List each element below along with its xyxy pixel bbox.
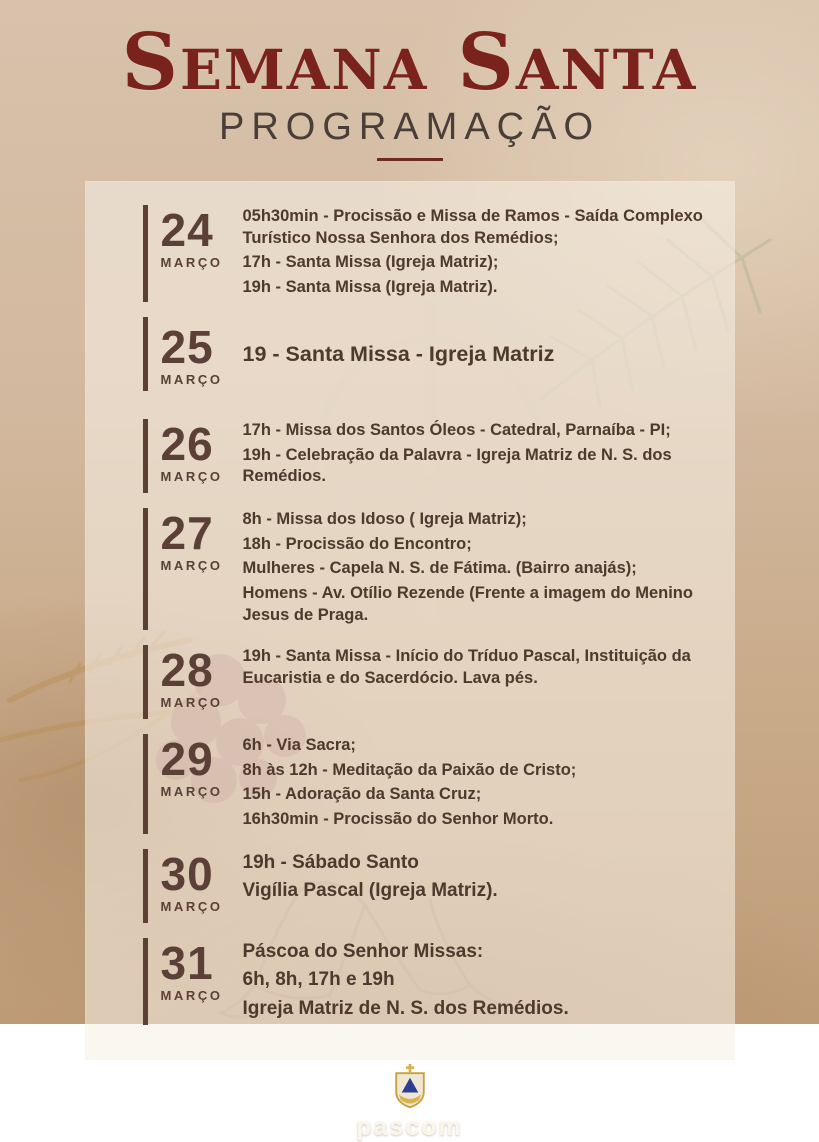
schedule-day-row (143, 645, 709, 719)
day-month-label: MARÇO (160, 783, 223, 799)
day-month-label: MARÇO (160, 694, 223, 710)
day-events (243, 508, 709, 630)
event-text: 19h - Santa Missa - Início do Tríduo Pascal, Instituição da Eucaristia e do Sacerdócio. Lava pés. (242, 646, 691, 687)
event-text: Homens - Av. Otílio Rezende (Frente a imagem do Menino Jesus de Praga. (242, 584, 693, 625)
pascom-crest-icon (391, 1064, 429, 1110)
event-text: 18h - Procissão do Encontro; (242, 534, 472, 553)
day-number: 29 (160, 732, 214, 785)
poster-subtitle: PROGRAMAÇÃO (218, 105, 601, 148)
event-text: Igreja Matriz de N. S. dos Remédios. (242, 998, 569, 1020)
schedule-day-row (143, 205, 709, 302)
day-date (161, 938, 243, 1002)
day-number: 25 (160, 320, 214, 373)
event-text: Vigília Pascal (Igreja Matriz). (242, 880, 498, 902)
day-accent-bar (143, 734, 148, 834)
poster-header (0, 0, 819, 161)
schedule-day-row (143, 734, 709, 834)
day-accent-bar (143, 508, 148, 630)
day-accent-bar (143, 205, 148, 302)
event-text: 19h - Santa Missa (Igreja Matriz). (242, 278, 498, 297)
day-month-label: MARÇO (160, 557, 223, 573)
event-text: 16h30min - Procissão do Senhor Morto. (242, 810, 554, 829)
event-text: 6h, 8h, 17h e 19h (242, 969, 395, 991)
day-number: 31 (160, 936, 214, 989)
day-date (161, 508, 243, 572)
day-month-label: MARÇO (160, 468, 223, 484)
event-text: 15h - Adoração da Santa Cruz; (242, 785, 482, 804)
schedule-day-row (143, 419, 709, 493)
day-number: 30 (160, 847, 214, 900)
day-date (161, 645, 243, 709)
event-text: 17h - Missa dos Santos Óleos - Catedral, Parnaíba - PI; (242, 420, 671, 439)
day-accent-bar (143, 317, 148, 391)
day-accent-bar (143, 419, 148, 493)
event-text: 19h - Sábado Santo (242, 851, 419, 873)
day-events (243, 645, 709, 693)
day-events (243, 734, 709, 834)
event-text: Mulheres - Capela N. S. de Fátima. (Bairro anajás); (242, 559, 637, 578)
pascom-wordmark: pascom (356, 1112, 463, 1141)
event-text: 8h - Missa dos Idoso ( Igreja Matriz); (242, 509, 527, 528)
day-date (161, 734, 243, 798)
day-number: 24 (160, 203, 214, 256)
event-text: Páscoa do Senhor Missas: (242, 940, 484, 962)
schedule-day-row (143, 508, 709, 630)
day-events (243, 205, 709, 302)
schedule-day-row (143, 938, 709, 1025)
poster-title: Semana Santa (121, 17, 698, 108)
day-events (243, 849, 709, 907)
day-events (243, 339, 709, 368)
day-accent-bar (143, 938, 148, 1025)
day-date (161, 322, 243, 386)
day-accent-bar (143, 849, 148, 923)
day-month-label: MARÇO (160, 987, 223, 1003)
event-text: 6h - Via Sacra; (242, 735, 356, 754)
schedule-day-row (143, 317, 709, 391)
day-accent-bar (143, 645, 148, 719)
day-number: 27 (160, 506, 214, 559)
schedule-rows (143, 205, 709, 1025)
schedule-panel (85, 181, 735, 1060)
subtitle-underline-decoration (377, 158, 443, 161)
day-number: 26 (160, 417, 214, 470)
day-month-label: MARÇO (160, 254, 223, 270)
day-events (243, 938, 709, 1025)
poster-footer (0, 1064, 819, 1142)
event-text: 19h - Celebração da Palavra - Igreja Matriz de N. S. dos Remédios. (242, 445, 672, 486)
event-text: 05h30min - Procissão e Missa de Ramos - Saída Complexo Turístico Nossa Senhora dos Remédios; (242, 206, 703, 247)
day-date (161, 419, 243, 483)
event-text: 19 - Santa Missa - Igreja Matriz (242, 342, 555, 367)
schedule-day-row (143, 849, 709, 923)
day-date (161, 849, 243, 913)
day-number: 28 (160, 643, 214, 696)
event-text: 17h - Santa Missa (Igreja Matriz); (242, 253, 499, 272)
day-date (161, 205, 243, 269)
day-month-label: MARÇO (160, 898, 223, 914)
day-month-label: MARÇO (160, 371, 223, 387)
day-events (243, 419, 709, 491)
event-text: 8h às 12h - Meditação da Paixão de Cristo; (242, 760, 577, 779)
